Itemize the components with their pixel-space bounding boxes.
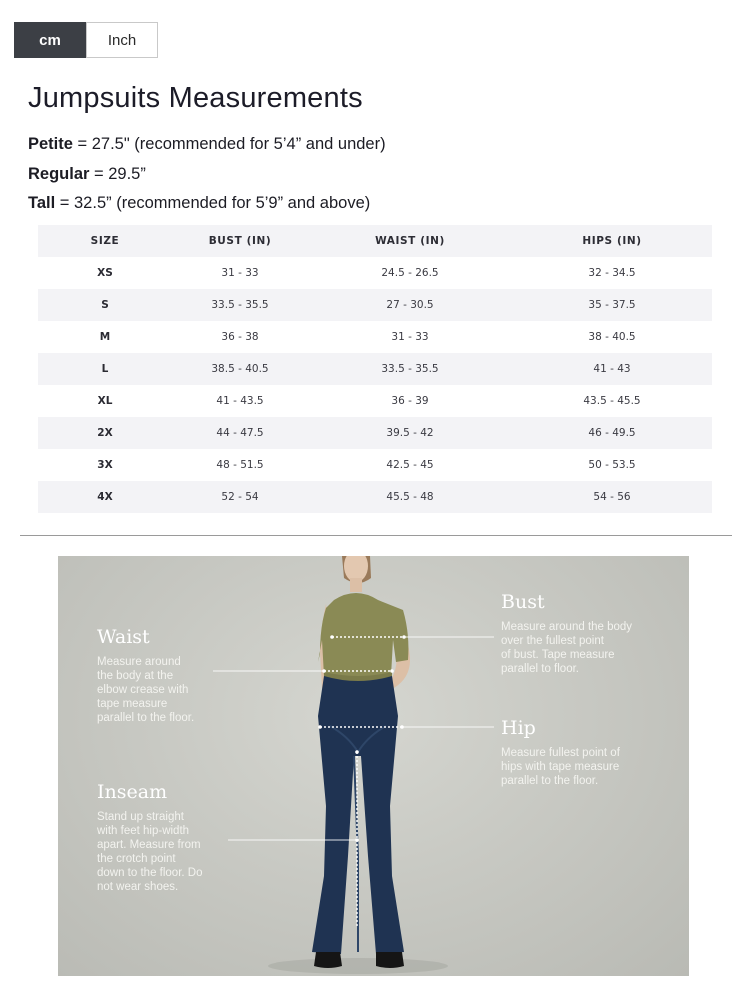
cell-bust: 31 - 33	[172, 257, 308, 289]
cell-bust: 41 - 43.5	[172, 385, 308, 417]
length-text: = 32.5” (recommended for 5’9” and above)	[55, 194, 371, 212]
guide-line: hips with tape measure	[501, 761, 620, 773]
cell-bust: 38.5 - 40.5	[172, 353, 308, 385]
cell-hips: 38 - 40.5	[512, 321, 712, 353]
cell-waist: 39.5 - 42	[308, 417, 512, 449]
guide-bust-title: Bust	[501, 591, 545, 613]
cell-bust: 33.5 - 35.5	[172, 289, 308, 321]
guide-waist-text	[97, 655, 194, 725]
table-row	[38, 417, 712, 449]
cell-bust: 48 - 51.5	[172, 449, 308, 481]
guide-inseam-text	[97, 810, 202, 894]
length-label: Regular	[28, 164, 90, 183]
length-label: Tall	[28, 194, 56, 212]
guide-line: down to the floor. Do	[97, 867, 203, 879]
cell-size: L	[38, 353, 172, 385]
guide-line: the crotch point	[97, 853, 176, 865]
guide-line: parallel to the floor.	[97, 712, 195, 724]
length-tall	[28, 192, 386, 222]
cell-hips: 41 - 43	[512, 353, 712, 385]
cell-waist: 42.5 - 45	[308, 449, 512, 481]
cell-hips: 54 - 56	[512, 481, 712, 513]
guide-line: Stand up straight	[97, 811, 184, 823]
guide-hip-text	[501, 746, 620, 788]
cell-size: 3X	[38, 449, 172, 481]
length-label: Petite	[28, 135, 73, 153]
guide-inseam-title: Inseam	[97, 781, 168, 803]
cell-bust: 36 - 38	[172, 321, 308, 353]
cell-size: M	[38, 321, 172, 353]
guide-line: parallel to the floor.	[501, 775, 599, 787]
guide-waist-title: Waist	[97, 626, 150, 648]
cell-hips: 50 - 53.5	[512, 449, 712, 481]
cell-size: 4X	[38, 481, 172, 513]
guide-line: Measure around	[97, 656, 181, 668]
cell-size: S	[38, 289, 172, 321]
guide-line: Measure fullest point of	[501, 747, 620, 759]
table-row	[38, 257, 712, 289]
cell-bust: 44 - 47.5	[172, 417, 308, 449]
cell-bust: 52 - 54	[172, 481, 308, 513]
header-bust: BUST (IN)	[172, 225, 308, 257]
guide-line: Measure around the body	[501, 621, 633, 633]
section-divider	[20, 535, 732, 536]
cell-waist: 33.5 - 35.5	[308, 353, 512, 385]
unit-inch-button[interactable]: Inch	[86, 22, 158, 58]
table-row	[38, 353, 712, 385]
cell-size: 2X	[38, 417, 172, 449]
header-size: SIZE	[38, 225, 172, 257]
cell-waist: 27 - 30.5	[308, 289, 512, 321]
cell-waist: 31 - 33	[308, 321, 512, 353]
table-row	[38, 289, 712, 321]
unit-toggle	[14, 22, 158, 58]
page-title: Jumpsuits Measurements	[28, 82, 363, 114]
size-chart-table	[38, 225, 712, 513]
table-row	[38, 481, 712, 513]
length-text: = 29.5”	[89, 164, 146, 183]
guide-line: over the fullest point	[501, 635, 604, 647]
guide-line: of bust. Tape measure	[501, 649, 615, 661]
unit-cm-button[interactable]: cm	[14, 22, 86, 58]
cell-waist: 24.5 - 26.5	[308, 257, 512, 289]
guide-line: parallel to floor.	[501, 663, 579, 675]
guide-bust-text	[501, 620, 632, 676]
guide-line: apart. Measure from	[97, 839, 201, 851]
table-header-row	[38, 225, 712, 257]
guide-line: the body at the	[97, 670, 174, 682]
guide-line: elbow crease with	[97, 684, 189, 696]
header-hips: HIPS (IN)	[512, 225, 712, 257]
guide-hip-title: Hip	[501, 717, 536, 739]
guide-line: with feet hip-width	[97, 825, 190, 837]
length-regular	[28, 163, 386, 193]
measurement-guide-image	[58, 556, 689, 976]
table-row	[38, 385, 712, 417]
cell-hips: 43.5 - 45.5	[512, 385, 712, 417]
cell-hips: 32 - 34.5	[512, 257, 712, 289]
guide-line: tape measure	[97, 698, 168, 710]
cell-size: XS	[38, 257, 172, 289]
table-row	[38, 449, 712, 481]
inseam-length-list	[28, 133, 386, 222]
header-waist: WAIST (IN)	[308, 225, 512, 257]
cell-hips: 35 - 37.5	[512, 289, 712, 321]
cell-waist: 36 - 39	[308, 385, 512, 417]
table-row	[38, 321, 712, 353]
guide-line: not wear shoes.	[97, 881, 179, 893]
length-petite	[28, 133, 386, 163]
cell-waist: 45.5 - 48	[308, 481, 512, 513]
cell-hips: 46 - 49.5	[512, 417, 712, 449]
cell-size: XL	[38, 385, 172, 417]
length-text: = 27.5" (recommended for 5’4” and under)	[72, 135, 386, 153]
